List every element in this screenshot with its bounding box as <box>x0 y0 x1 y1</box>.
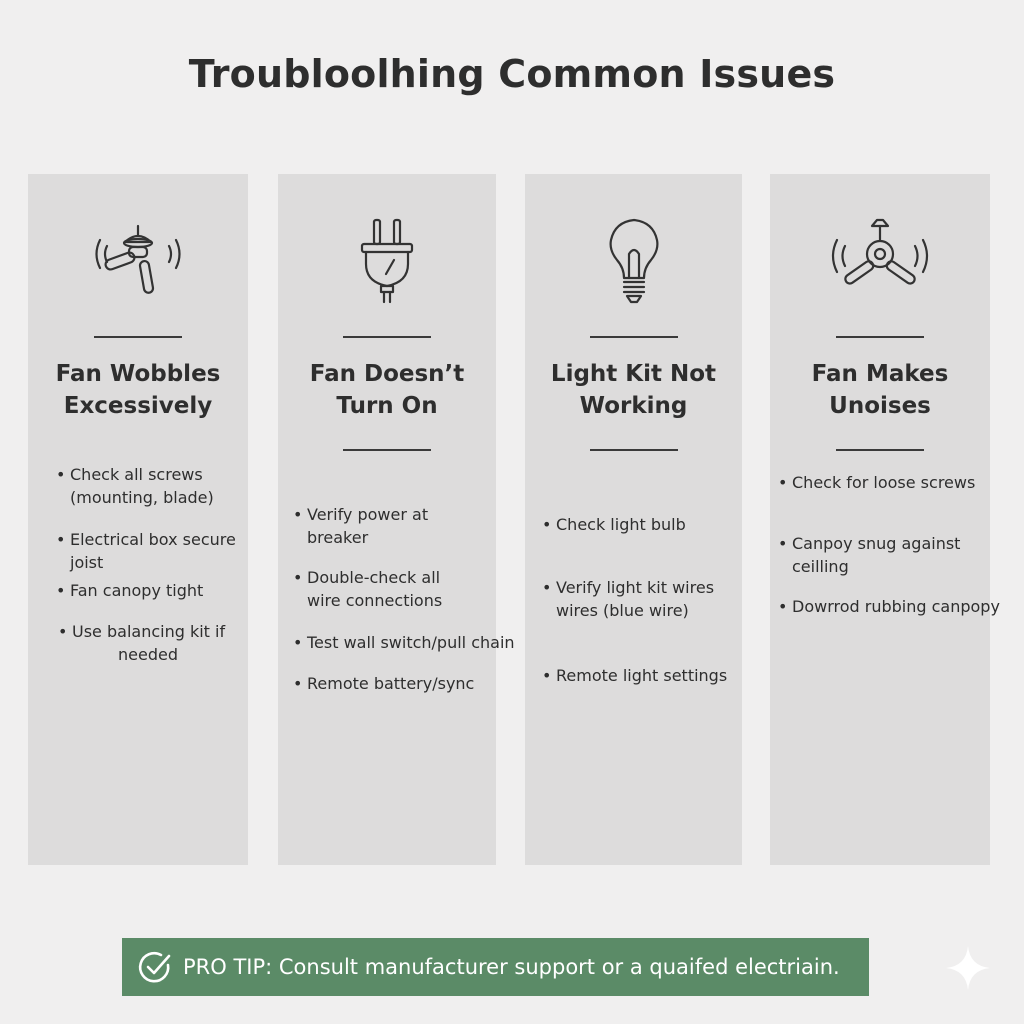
page-title: Troubloolhing Common Issues <box>188 52 836 96</box>
issue-card-fan-noises <box>770 174 1000 865</box>
divider <box>343 336 431 338</box>
list-item: • Verify light kit wires wires (blue wire) <box>542 576 714 622</box>
wobbling-fan-icon <box>83 216 193 306</box>
card-heading: Fan Wobbles Excessively <box>55 361 221 419</box>
list-item: • Canpoy snug against ceilling <box>778 532 960 578</box>
list-item: • Use balancing kit if needed <box>58 620 225 666</box>
pro-tip-banner <box>122 938 869 996</box>
list-item: • Remote light settings <box>542 664 727 687</box>
list-item: • Check for loose screws <box>778 471 975 494</box>
pro-tip-text: PRO TIP: Consult manufacturer support or a quaifed electriain. <box>183 955 840 979</box>
issue-card-light-kit <box>525 174 742 865</box>
card-heading: Light Kit Not Working <box>550 361 717 419</box>
divider <box>94 336 182 338</box>
list-item: • Electrical box secure joist <box>56 528 236 574</box>
card-heading: Fan Makes Unoises <box>811 361 949 419</box>
power-plug-icon <box>332 216 442 306</box>
divider <box>836 449 924 451</box>
issue-card-fan-wobbles <box>28 174 248 865</box>
divider <box>590 336 678 338</box>
light-bulb-icon <box>579 216 689 306</box>
list-item: • Dowrrod rubbing canpopy <box>778 595 1000 618</box>
list-item: • Fan canopy tight <box>56 579 203 602</box>
noisy-fan-icon <box>825 216 935 306</box>
list-item: • Check all screws (mounting, blade) <box>56 463 214 509</box>
divider <box>590 449 678 451</box>
list-item: • Remote battery/sync <box>293 672 474 695</box>
issue-card-fan-doesnt-turn-on <box>278 174 515 865</box>
list-item: • Check light bulb <box>542 513 686 536</box>
divider <box>836 336 924 338</box>
list-item: • Double-check all wire connections <box>293 566 442 612</box>
list-item: • Test wall switch/pull chain <box>293 631 515 654</box>
list-item: • Verify power at breaker <box>293 503 428 549</box>
divider <box>343 449 431 451</box>
card-heading: Fan Doesn’t Turn On <box>309 361 465 419</box>
check-circle-icon <box>137 949 173 985</box>
sparkle-icon <box>944 944 992 992</box>
